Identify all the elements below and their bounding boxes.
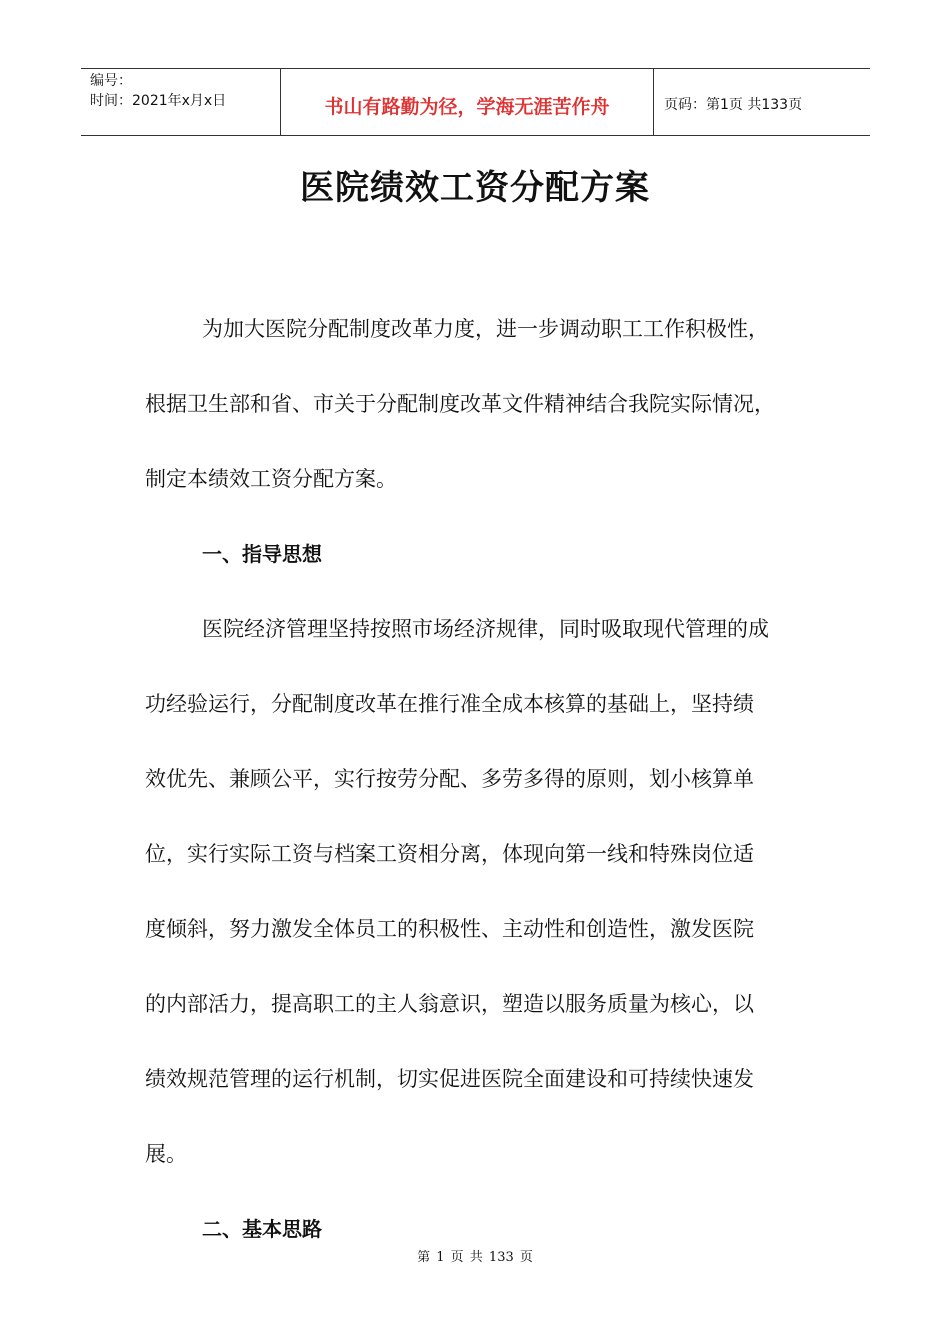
section-heading-basic-approach: 二、基本思路 <box>202 1217 322 1241</box>
document-title: 医院绩效工资分配方案 <box>300 168 650 208</box>
number-label: 编号： <box>90 73 132 89</box>
paragraph-line: 为加大医院分配制度改革力度，进一步调动职工工作积极性， <box>202 317 769 341</box>
paragraph-line: 根据卫生部和省、市关于分配制度改革文件精神结合我院实际情况， <box>145 392 775 416</box>
paragraph-line: 展。 <box>145 1142 187 1166</box>
paragraph-line: 功经验运行，分配制度改革在推行准全成本核算的基础上，坚持绩 <box>145 692 754 716</box>
paragraph-line: 效优先、兼顾公平，实行按劳分配、多劳多得的原则，划小核算单 <box>145 767 754 791</box>
page-footer: 第 1 页 共 133 页 <box>417 1250 533 1265</box>
paragraph-line: 制定本绩效工资分配方案。 <box>145 467 397 491</box>
header-meta <box>81 69 281 135</box>
header-page-info: 页码：第1页 共133页 <box>664 97 803 113</box>
document-body <box>145 292 815 1267</box>
paragraph-line: 绩效规范管理的运行机制，切实促进医院全面建设和可持续快速发 <box>145 1067 754 1091</box>
document-header <box>81 68 870 136</box>
paragraph-line: 的内部活力，提高职工的主人翁意识，塑造以服务质量为核心，以 <box>145 992 754 1016</box>
paragraph-line: 度倾斜，努力激发全体员工的积极性、主动性和创造性，激发医院 <box>145 917 754 941</box>
paragraph-line: 医院经济管理坚持按照市场经济规律，同时吸取现代管理的成 <box>202 617 769 641</box>
paragraph-line: 位，实行实际工资与档案工资相分离，体现向第一线和特殊岗位适 <box>145 842 754 866</box>
date-label: 时间：2021年x月x日 <box>90 93 227 109</box>
header-motto: 书山有路勤为径，学海无涯苦作舟 <box>281 69 654 135</box>
section-heading-guiding-ideology: 一、指导思想 <box>202 542 322 566</box>
